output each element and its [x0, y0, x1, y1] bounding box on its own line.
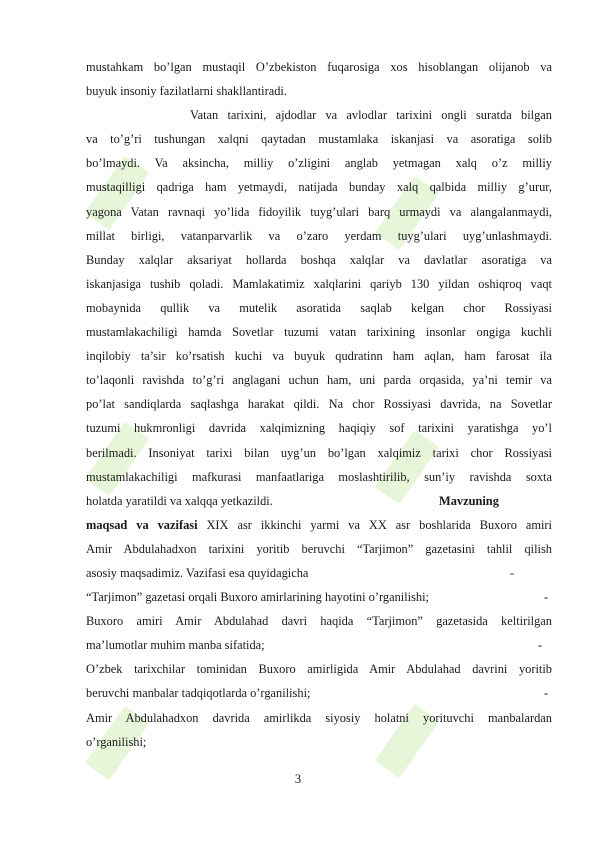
- text-line: Vatan tarixini, ajdodlar va avlodlar tarixini ongli suratda bilgan: [190, 108, 552, 123]
- body-text: [86, 55, 552, 754]
- text-line: va to’g’ri tushungan xalqni qaytadan mustamlaka iskanjasi va asoratiga solib: [86, 132, 552, 147]
- text-line: tuzumi hukmronligi davrida xalqimizning haqiqiy sof tarixini yaratishga yo’l: [86, 421, 552, 436]
- page-number: 3: [294, 772, 302, 786]
- list-item: beruvchi manbalar tadqiqotlarda o’rganilishi; -: [86, 681, 552, 705]
- list-item: O’zbek tarixchilar tominidan Buxoro amirligida Amir Abdulahad davrini yoritib: [86, 662, 552, 677]
- section-heading-end: maqsad va vazifasi: [86, 517, 198, 532]
- text-line: Bunday xalqlar aksariyat hollarda boshqa xalqlar va davlatlar asoratiga va: [86, 252, 552, 267]
- list-item: ma’lumotlar muhim manba sifatida; -: [86, 633, 552, 657]
- text-line: mustamlakachiligi hamda Sovetlar tuzumi vatan tarixining insonlar ongiga kuchli: [86, 325, 552, 340]
- list-dash: -: [538, 638, 543, 653]
- list-item: “Tarjimon” gazetasi orqali Buxoro amirlarining hayotini o’rganilishi; -: [86, 585, 552, 609]
- text-line: berilmadi. Insoniyat tarixi bilan uyg’un bo’lgan xalqimiz tarixi chor Rossiyasi: [86, 445, 552, 460]
- text-line: inqilobiy ta’sir ko’rsatish kuchi va buyuk qudratinn ham aqlan, ham farosat ila: [86, 349, 552, 364]
- text-line: maqsad va vazifasi XIX asr ikkinchi yarmi va XX asr boshlarida Buxoro amiri: [86, 517, 552, 532]
- list-item: Buxoro amiri Amir Abdulahad davri haqida “Tarjimon” gazetasida keltirilgan: [86, 614, 552, 629]
- text-line: millat birligi, vatanparvarlik va o’zaro yerdam tuyg’ulari uyg’unlashmaydi.: [86, 228, 552, 243]
- list-item: Amir Abdulahadxon davrida amirlikda siyosiy holatni yorituvchi manbalardan: [86, 710, 552, 725]
- text-line: yagona Vatan ravnaqi yo’lida fidoyilik tuyg’ulari barq urmaydi va alangalanmaydi,: [86, 204, 552, 219]
- list-dash: -: [544, 590, 549, 605]
- text-line: buyuk insoniy fazilatlarni shakllantiradi.: [86, 84, 287, 99]
- text-line: po’lat sandiqlarda saqlashga harakat qildi. Na chor Rossiyasi davrida, na Sovetlar: [86, 397, 552, 412]
- list-dash: -: [510, 565, 515, 580]
- text-line: asosiy maqsadimiz. Vazifasi esa quyidagicha -: [86, 561, 552, 585]
- text-line: mobaynida qullik va mutelik asoratida saqlab kelgan chor Rossiyasi: [86, 300, 552, 315]
- text-line: mustamlakachiligi mafkurasi manfaatlariga moslashtirilib, sun’iy ravishda soxta: [86, 469, 552, 484]
- text-line: to’laqonli ravishda to’g’ri anglagani uchun ham, uni parda orqasida, ya’ni temir va: [86, 373, 552, 388]
- text-line: Amir Abdulahadxon tarixini yoritib beruvchi “Tarjimon” gazetasini tahlil qilish: [86, 541, 552, 556]
- text-line: iskanjasiga tushib qoladi. Mamlakatimiz xalqlarini qariyb 130 yildan oshiqroq vaqt: [86, 276, 552, 291]
- list-item: o’rganilishi;: [86, 734, 147, 749]
- text-line: bo’lmaydi. Va aksincha, milliy o’zligini anglab yetmagan xalq o’z milliy: [86, 156, 552, 171]
- text-line: holatda yaratildi va xalqqa yetkazildi. Mavzuning: [86, 489, 552, 513]
- section-heading-start: Mavzuning: [439, 493, 499, 508]
- list-dash: -: [544, 686, 549, 701]
- text-line: mustahkam bo’lgan mustaqil O’zbekiston fuqarosiga xos hisoblangan olijanob va: [86, 60, 552, 74]
- text-line: mustaqilligi qadriga ham yetmaydi, natijada bunday xalq qalbida milliy g’urur,: [86, 180, 552, 195]
